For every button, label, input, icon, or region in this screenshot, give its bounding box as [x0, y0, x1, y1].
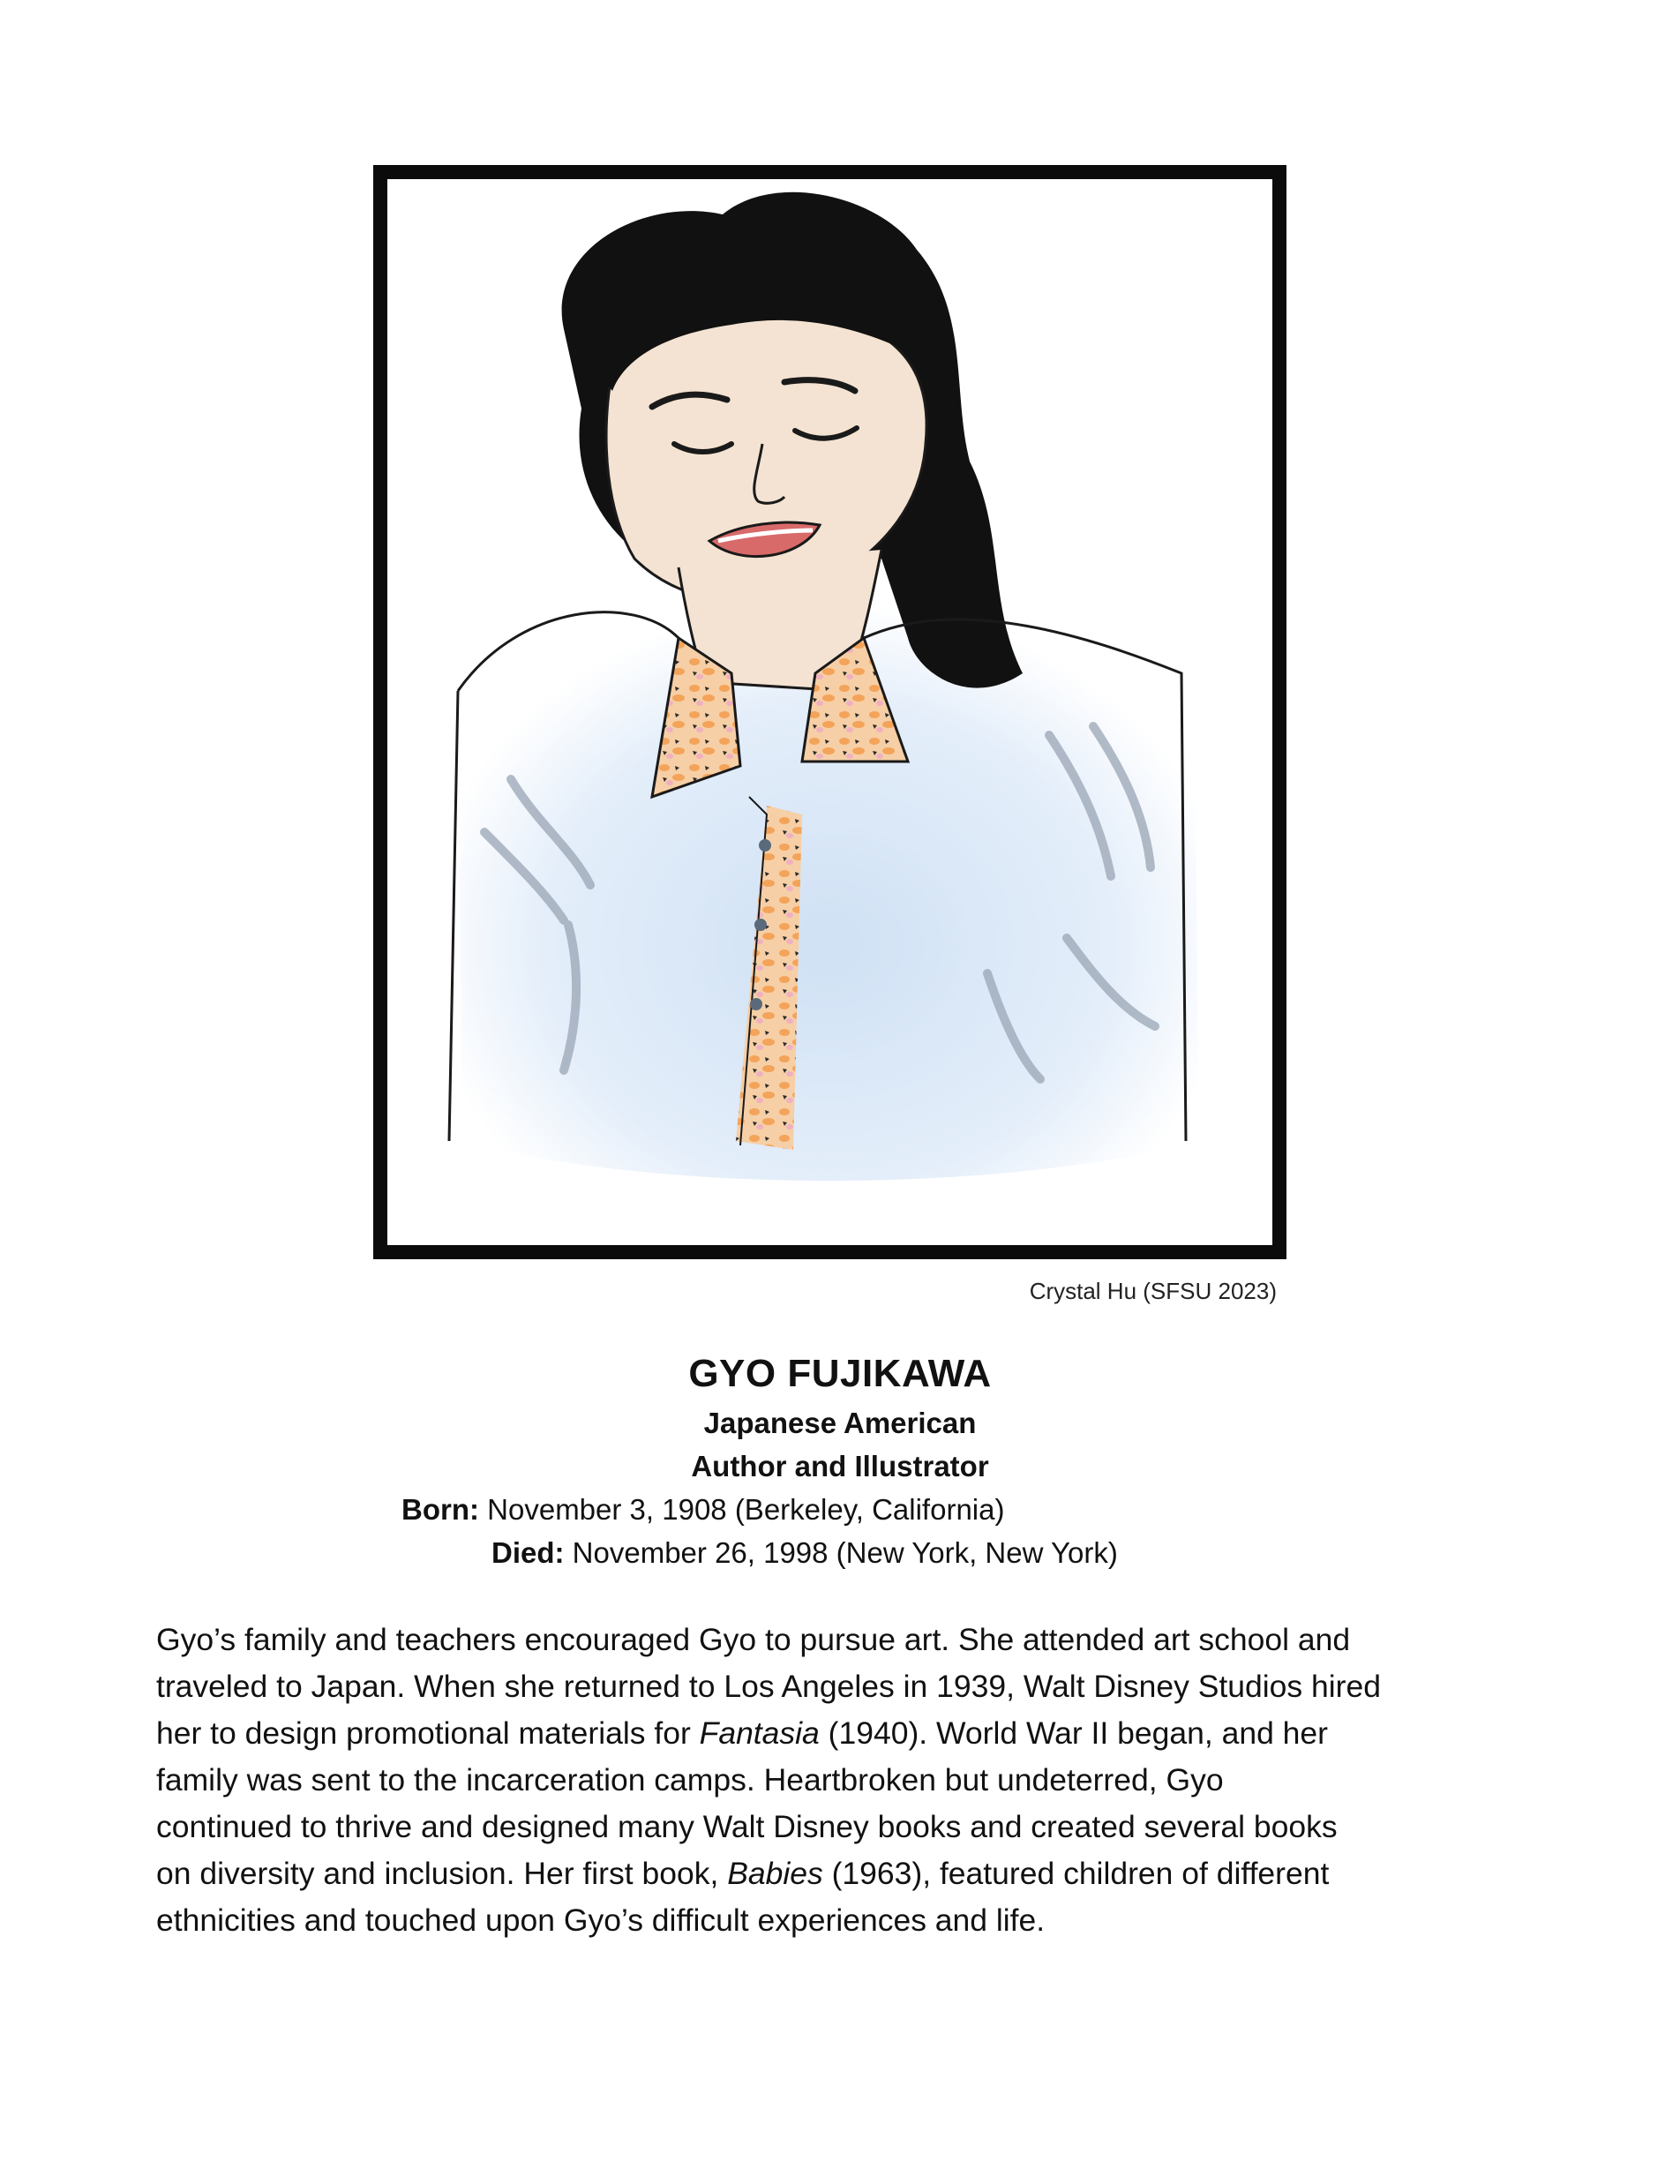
film-title: Fantasia — [699, 1715, 820, 1751]
illustration-credit: Crystal Hu (SFSU 2023) — [1029, 1278, 1277, 1304]
bio-line: continued to thrive and designed many Walt Disney books and created several books — [156, 1809, 1338, 1844]
bio-text: (1940). World War II began, and her — [819, 1715, 1328, 1751]
died-label: Died: — [491, 1536, 565, 1569]
role-label: Author and Illustrator — [691, 1450, 989, 1482]
biography — [156, 1617, 1533, 1944]
portrait-frame — [373, 165, 1286, 1259]
bio-text: on diversity and inclusion. Her first book, — [156, 1856, 728, 1891]
bio-line: ethnicities and touched upon Gyo’s difficult experiences and life. — [156, 1903, 1046, 1938]
bio-line — [156, 1850, 1533, 1897]
bio-line — [156, 1710, 1533, 1757]
bio-line: Gyo’s family and teachers encouraged Gyo to pursue art. She attended art school and — [156, 1622, 1351, 1657]
bio-line: family was sent to the incarceration camps. Heartbroken but undeterred, Gyo — [156, 1762, 1224, 1797]
bio-text: (1963), featured children of different — [822, 1856, 1330, 1891]
bio-line: traveled to Japan. When she returned to Los Angeles in 1939, Walt Disney Studios hired — [156, 1669, 1381, 1704]
bio-text: her to design promotional materials for — [156, 1715, 700, 1751]
book-title: Babies — [727, 1856, 823, 1891]
born-label: Born: — [401, 1493, 479, 1526]
died-line — [491, 1536, 1118, 1570]
portrait-illustration — [387, 179, 1272, 1245]
born-line — [401, 1493, 1004, 1527]
heritage-label: Japanese American — [703, 1407, 977, 1439]
died-value: November 26, 1998 (New York, New York) — [572, 1536, 1118, 1569]
subject-name: GYO FUJIKAWA — [688, 1352, 992, 1395]
born-value: November 3, 1908 (Berkeley, California) — [487, 1493, 1005, 1526]
